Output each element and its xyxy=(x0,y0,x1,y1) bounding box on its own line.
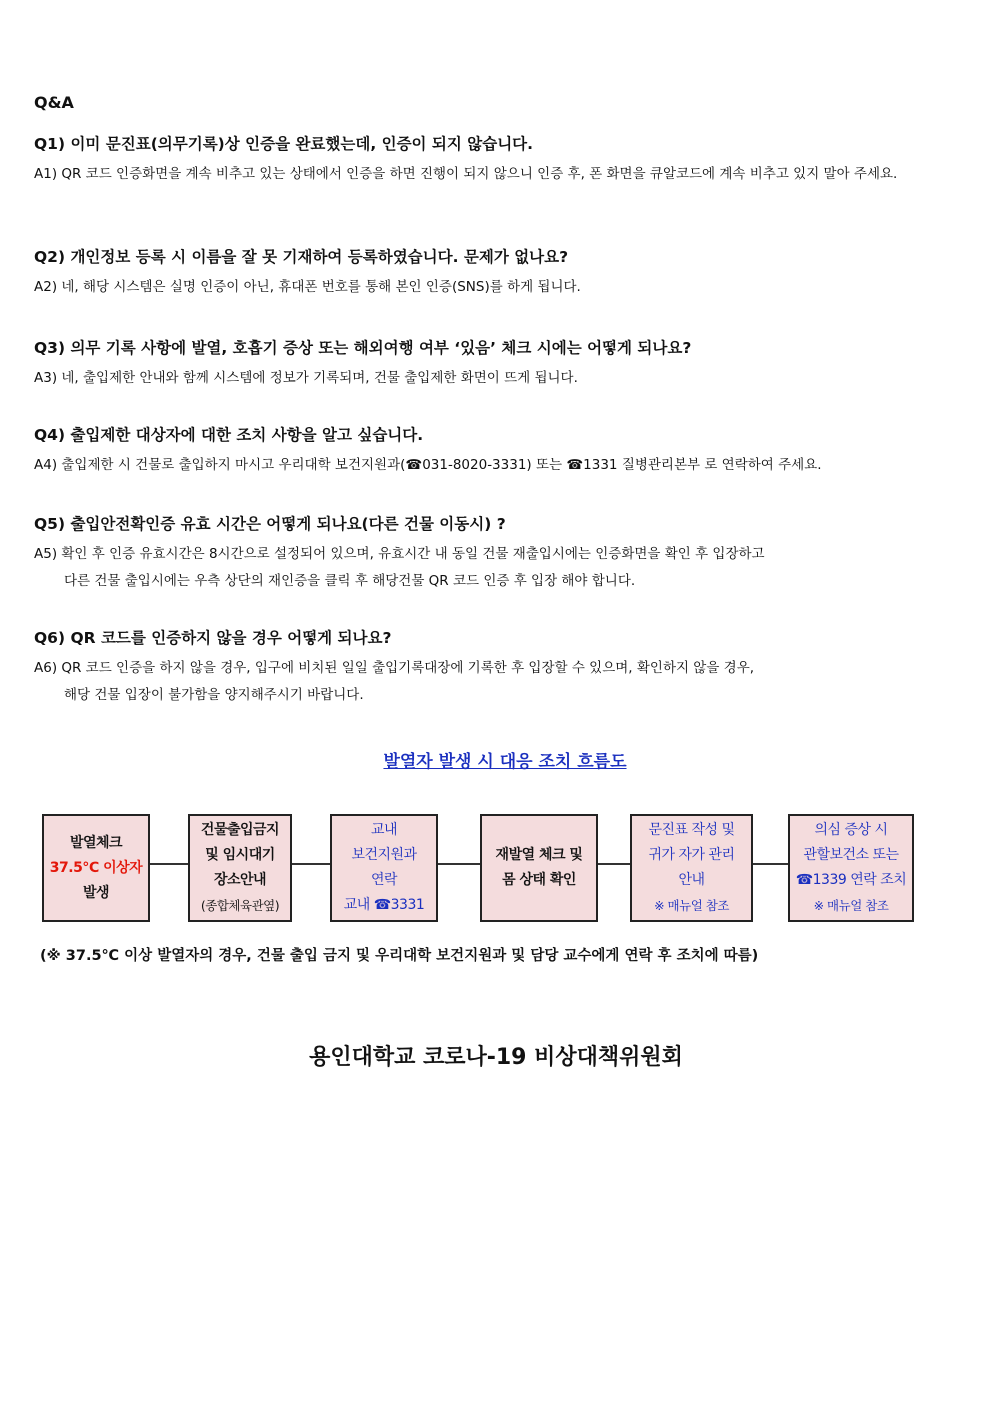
question-1: Q1) 이미 문진표(의무기록)상 인증을 완료했는데, 인증이 되지 않습니다. xyxy=(34,135,534,153)
answer-5 xyxy=(34,541,960,595)
flow-box-line: (종합체육관옆) xyxy=(200,898,280,913)
flow-box-line: 연락 xyxy=(370,872,398,888)
flow-connector xyxy=(596,863,632,865)
answer-1: A1) QR 코드 인증화면을 계속 비추고 있는 상태에서 인증을 하면 진행이 되지 않으니 인증 후, 폰 화면을 큐알코드에 계속 비추고 있지 말아 주세요. xyxy=(34,166,898,182)
flow-box-line: 문진표 작성 및 xyxy=(648,822,735,838)
flow-box-line: 귀가 자가 관리 xyxy=(648,847,735,863)
question-6: Q6) QR 코드를 인증하지 않을 경우 어떻게 되나요? xyxy=(34,629,392,647)
question-2: Q2) 개인정보 등록 시 이름을 잘 못 기재하여 등록하였습니다. 문제가 없나요? xyxy=(34,248,569,266)
flow-box-suspected xyxy=(788,814,914,922)
flow-box-line: 발생 xyxy=(82,884,110,901)
question-3: Q3) 의무 기록 사항에 발열, 호흡기 증상 또는 해외여행 여부 ‘있음’ 체크 시에는 어떻게 되나요? xyxy=(34,339,692,357)
flow-box-entry-ban xyxy=(188,814,292,922)
flow-box-health-office xyxy=(330,814,438,922)
qa-item-4 xyxy=(34,424,960,479)
flowchart-note: (※ 37.5℃ 이상 발열자의 경우, 건물 출입 금지 및 우리대학 보건지원과 및 담당 교수에게 연락 후 조치에 따름) xyxy=(40,948,759,964)
flow-box-line: 발열체크 xyxy=(69,834,123,851)
footer-organization: 용인대학교 코로나-19 비상대책위원회 xyxy=(309,1045,683,1070)
flow-box-line: 교내 xyxy=(370,822,398,838)
flow-box-line: ☎1339 연락 조치 xyxy=(795,872,907,888)
flow-box-recheck xyxy=(480,814,598,922)
flowchart xyxy=(42,814,914,924)
flow-box-line: 장소안내 xyxy=(213,872,267,888)
flow-box-line: 교내 ☎3331 xyxy=(343,897,425,913)
flow-box-fever-check xyxy=(42,814,150,922)
flow-box-line: 37.5℃ 이상자 xyxy=(49,859,143,876)
flow-box-line: 건물출입금지 xyxy=(200,822,280,838)
flow-box-line: 관할보건소 또는 xyxy=(803,847,899,863)
flow-connector xyxy=(148,863,188,865)
answer-6 xyxy=(34,655,960,709)
question-4: Q4) 출입제한 대상자에 대한 조치 사항을 알고 싶습니다. xyxy=(34,426,424,444)
answer-4: A4) 출입제한 시 건물로 출입하지 마시고 우리대학 보건지원과(☎031-8020-3331) 또는 ☎1331 질병관리본부 로 연락하여 주세요. xyxy=(34,457,822,473)
qa-item-3 xyxy=(34,337,960,392)
flow-box-line: 및 임시대기 xyxy=(205,847,275,863)
flow-box-questionnaire xyxy=(630,814,753,922)
answer-6-line-2: 해당 건물 입장이 불가함을 양지해주시기 바랍니다. xyxy=(64,687,364,703)
page-heading: Q&A xyxy=(34,93,74,112)
flowchart-title: 발열자 발생 시 대응 조치 흐름도 xyxy=(383,752,627,772)
flow-connector xyxy=(436,863,480,865)
flow-box-line: 몸 상태 확인 xyxy=(502,872,576,888)
answer-3: A3) 네, 출입제한 안내와 함께 시스템에 정보가 기록되며, 건물 출입제한 화면이 뜨게 됩니다. xyxy=(34,370,578,386)
flow-box-line: ※ 매뉴얼 참조 xyxy=(813,898,889,913)
question-5: Q5) 출입안전확인증 유효 시간은 어떻게 되나요(다른 건물 이동시) ? xyxy=(34,515,506,533)
flow-box-line: 안내 xyxy=(678,872,705,888)
flow-box-line: ※ 매뉴얼 참조 xyxy=(654,898,729,913)
answer-2: A2) 네, 해당 시스템은 실명 인증이 아닌, 휴대폰 번호를 통해 본인 인증(SNS)를 하게 됩니다. xyxy=(34,279,581,295)
qa-item-2 xyxy=(34,246,960,301)
flow-box-line: 보건지원과 xyxy=(351,847,417,863)
answer-5-line-1: A5) 확인 후 인증 유효시간은 8시간으로 설정되어 있으며, 유효시간 내 동일 건물 재출입시에는 인증화면을 확인 후 입장하고 xyxy=(34,546,765,562)
flow-connector xyxy=(290,863,330,865)
answer-5-line-2: 다른 건물 출입시에는 우측 상단의 재인증을 클릭 후 해당건물 QR 코드 인증 후 입장 해야 합니다. xyxy=(64,573,636,589)
qa-item-6 xyxy=(34,627,960,709)
flow-box-line: 의심 증상 시 xyxy=(814,822,888,838)
flow-connector xyxy=(751,863,788,865)
flow-box-line: 재발열 체크 및 xyxy=(495,847,583,863)
answer-6-line-1: A6) QR 코드 인증을 하지 않을 경우, 입구에 비치된 일일 출입기록대장에 기록한 후 입장할 수 있으며, 확인하지 않을 경우, xyxy=(34,660,755,676)
qa-item-1 xyxy=(34,133,960,188)
qa-item-5 xyxy=(34,513,960,595)
